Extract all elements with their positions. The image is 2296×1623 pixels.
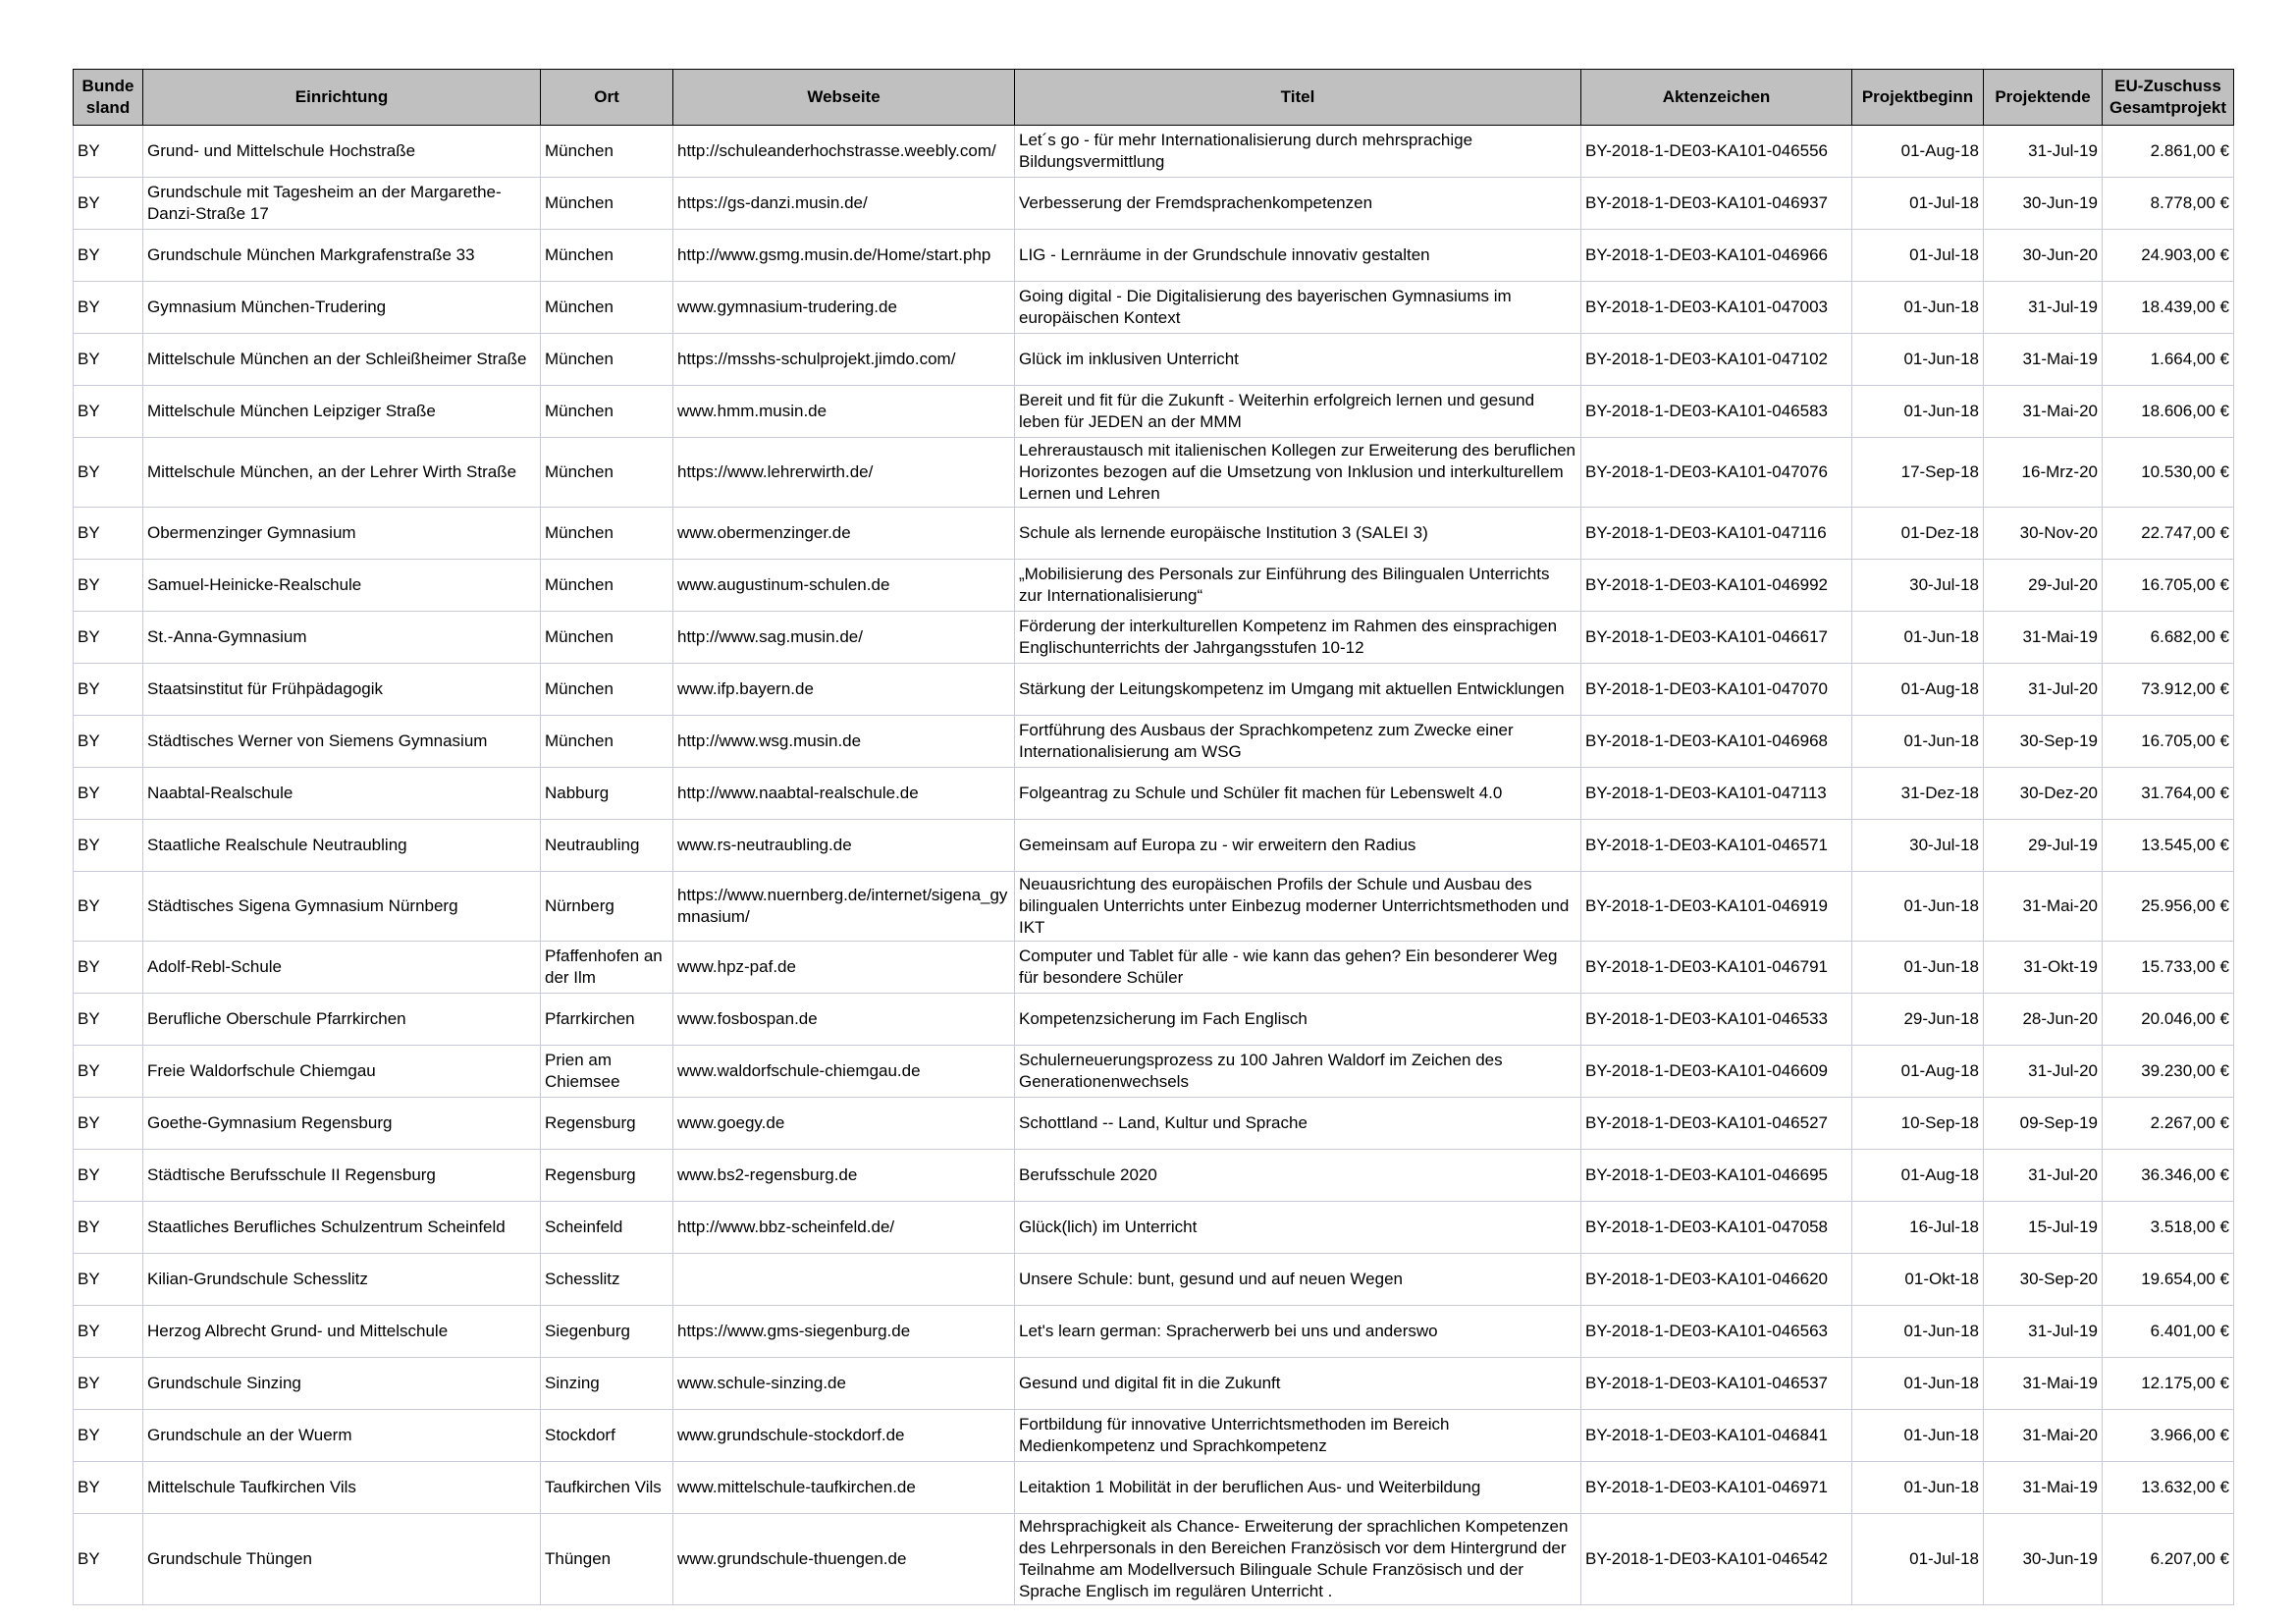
cell-titel: „Mobilisierung des Personals zur Einführung des Bilingualen Unterrichts zur Internationalisierung“ [1015,560,1581,612]
cell-ort: München [541,508,673,560]
cell-projektbeginn: 01-Jun-18 [1852,612,1984,664]
cell-bundesland: BY [74,716,143,768]
cell-aktenzeichen: BY-2018-1-DE03-KA101-046968 [1581,716,1852,768]
table-row [74,282,2234,334]
cell-webseite: http://www.bbz-scheinfeld.de/ [673,1202,1015,1254]
cell-projektbeginn: 01-Jul-18 [1852,1514,1984,1605]
cell-projektbeginn: 01-Aug-18 [1852,664,1984,716]
cell-aktenzeichen: BY-2018-1-DE03-KA101-046971 [1581,1462,1852,1514]
table-row [74,1046,2234,1098]
cell-projektbeginn: 01-Jul-18 [1852,230,1984,282]
cell-aktenzeichen: BY-2018-1-DE03-KA101-046527 [1581,1098,1852,1150]
cell-projektbeginn: 01-Jun-18 [1852,716,1984,768]
table-row [74,1202,2234,1254]
cell-titel: Let´s go - für mehr Internationalisierung durch mehrsprachige Bildungsvermittlung [1015,126,1581,178]
cell-ort: München [541,178,673,230]
cell-titel: Glück(lich) im Unterricht [1015,1202,1581,1254]
cell-ort: München [541,612,673,664]
cell-titel: Going digital - Die Digitalisierung des bayerischen Gymnasiums im europäischen Kontext [1015,282,1581,334]
cell-projektende: 15-Jul-19 [1984,1202,2103,1254]
column-header-bundesland: Bunde sland [74,70,143,126]
cell-projektbeginn: 17-Sep-18 [1852,438,1984,508]
cell-einrichtung: Samuel-Heinicke-Realschule [143,560,541,612]
cell-eu-zuschuss: 22.747,00 € [2103,508,2234,560]
cell-projektende: 30-Sep-19 [1984,716,2103,768]
cell-projektende: 30-Jun-19 [1984,178,2103,230]
cell-ort: Pfaffenhofen an der Ilm [541,942,673,994]
cell-titel: Fortbildung für innovative Unterrichtsmethoden im Bereich Medienkompetenz und Sprachkompetenz [1015,1410,1581,1462]
cell-einrichtung: Gymnasium München-Trudering [143,282,541,334]
cell-aktenzeichen: BY-2018-1-DE03-KA101-047116 [1581,508,1852,560]
cell-einrichtung: Staatliche Realschule Neutraubling [143,820,541,872]
table-row [74,768,2234,820]
cell-bundesland: BY [74,386,143,438]
cell-bundesland: BY [74,1306,143,1358]
cell-projektende: 31-Jul-20 [1984,1046,2103,1098]
cell-ort: München [541,334,673,386]
cell-eu-zuschuss: 25.956,00 € [2103,872,2234,942]
cell-webseite: http://www.gsmg.musin.de/Home/start.php [673,230,1015,282]
table-row [74,178,2234,230]
cell-einrichtung: Berufliche Oberschule Pfarrkirchen [143,994,541,1046]
column-header-projektbeginn: Projektbeginn [1852,70,1984,126]
cell-eu-zuschuss: 36.346,00 € [2103,1150,2234,1202]
cell-webseite: www.goegy.de [673,1098,1015,1150]
cell-projektende: 09-Sep-19 [1984,1098,2103,1150]
cell-projektbeginn: 01-Jun-18 [1852,282,1984,334]
cell-projektende: 30-Jun-19 [1984,1514,2103,1605]
cell-ort: Stockdorf [541,1410,673,1462]
cell-bundesland: BY [74,1046,143,1098]
cell-eu-zuschuss: 16.705,00 € [2103,560,2234,612]
cell-aktenzeichen: BY-2018-1-DE03-KA101-046791 [1581,942,1852,994]
cell-bundesland: BY [74,1202,143,1254]
cell-einrichtung: Mittelschule Taufkirchen Vils [143,1462,541,1514]
cell-ort: Neutraubling [541,820,673,872]
cell-bundesland: BY [74,664,143,716]
column-header-aktenzeichen: Aktenzeichen [1581,70,1852,126]
cell-aktenzeichen: BY-2018-1-DE03-KA101-046620 [1581,1254,1852,1306]
table-row [74,716,2234,768]
cell-ort: Regensburg [541,1098,673,1150]
cell-einrichtung: Grundschule mit Tagesheim an der Margarethe-Danzi-Straße 17 [143,178,541,230]
cell-webseite: http://www.naabtal-realschule.de [673,768,1015,820]
cell-eu-zuschuss: 18.439,00 € [2103,282,2234,334]
cell-titel: Gemeinsam auf Europa zu - wir erweitern den Radius [1015,820,1581,872]
cell-projektbeginn: 10-Sep-18 [1852,1098,1984,1150]
cell-einrichtung: Herzog Albrecht Grund- und Mittelschule [143,1306,541,1358]
cell-aktenzeichen: BY-2018-1-DE03-KA101-046992 [1581,560,1852,612]
cell-projektbeginn: 01-Jun-18 [1852,1358,1984,1410]
cell-titel: Berufsschule 2020 [1015,1150,1581,1202]
table-row [74,612,2234,664]
cell-webseite: http://www.wsg.musin.de [673,716,1015,768]
cell-projektende: 31-Okt-19 [1984,942,2103,994]
cell-projektbeginn: 01-Jun-18 [1852,1410,1984,1462]
cell-bundesland: BY [74,1462,143,1514]
cell-titel: Glück im inklusiven Unterricht [1015,334,1581,386]
cell-einrichtung: St.-Anna-Gymnasium [143,612,541,664]
cell-einrichtung: Goethe-Gymnasium Regensburg [143,1098,541,1150]
cell-projektende: 31-Mai-19 [1984,612,2103,664]
column-header-ort: Ort [541,70,673,126]
cell-projektende: 28-Jun-20 [1984,994,2103,1046]
cell-ort: Thüngen [541,1514,673,1605]
table-row [74,1150,2234,1202]
cell-titel: Kompetenzsicherung im Fach Englisch [1015,994,1581,1046]
cell-eu-zuschuss: 6.682,00 € [2103,612,2234,664]
cell-projektbeginn: 01-Jul-18 [1852,178,1984,230]
cell-ort: Prien am Chiemsee [541,1046,673,1098]
cell-projektbeginn: 16-Jul-18 [1852,1202,1984,1254]
cell-titel: LIG - Lernräume in der Grundschule innovativ gestalten [1015,230,1581,282]
table-row [74,1306,2234,1358]
cell-eu-zuschuss: 12.175,00 € [2103,1358,2234,1410]
table-row [74,820,2234,872]
cell-eu-zuschuss: 10.530,00 € [2103,438,2234,508]
cell-webseite: www.hmm.musin.de [673,386,1015,438]
cell-projektende: 31-Mai-20 [1984,386,2103,438]
cell-einrichtung: Freie Waldorfschule Chiemgau [143,1046,541,1098]
cell-webseite: http://schuleanderhochstrasse.weebly.com/ [673,126,1015,178]
cell-aktenzeichen: BY-2018-1-DE03-KA101-046537 [1581,1358,1852,1410]
cell-ort: Regensburg [541,1150,673,1202]
cell-projektende: 31-Mai-19 [1984,1462,2103,1514]
cell-webseite: https://gs-danzi.musin.de/ [673,178,1015,230]
cell-titel: Schule als lernende europäische Institution 3 (SALEI 3) [1015,508,1581,560]
cell-titel: Förderung der interkulturellen Kompetenz im Rahmen des einsprachigen Englischunterrichts der Jahrgangsstufen 10-12 [1015,612,1581,664]
cell-eu-zuschuss: 24.903,00 € [2103,230,2234,282]
cell-bundesland: BY [74,1098,143,1150]
cell-ort: Nabburg [541,768,673,820]
table-row [74,508,2234,560]
cell-aktenzeichen: BY-2018-1-DE03-KA101-046841 [1581,1410,1852,1462]
cell-webseite: www.ifp.bayern.de [673,664,1015,716]
cell-webseite: www.obermenzinger.de [673,508,1015,560]
cell-einrichtung: Staatsinstitut für Frühpädagogik [143,664,541,716]
table-row [74,994,2234,1046]
cell-einrichtung: Grundschule Thüngen [143,1514,541,1605]
cell-aktenzeichen: BY-2018-1-DE03-KA101-046937 [1581,178,1852,230]
cell-webseite: https://msshs-schulprojekt.jimdo.com/ [673,334,1015,386]
cell-aktenzeichen: BY-2018-1-DE03-KA101-047003 [1581,282,1852,334]
table-row [74,664,2234,716]
cell-bundesland: BY [74,1410,143,1462]
cell-projektbeginn: 30-Jul-18 [1852,560,1984,612]
cell-ort: München [541,560,673,612]
cell-bundesland: BY [74,1254,143,1306]
funding-table-container [73,69,2233,1605]
cell-projektbeginn: 01-Aug-18 [1852,1150,1984,1202]
cell-eu-zuschuss: 1.664,00 € [2103,334,2234,386]
table-header-row [74,70,2234,126]
cell-aktenzeichen: BY-2018-1-DE03-KA101-047058 [1581,1202,1852,1254]
table-row [74,1358,2234,1410]
cell-titel: Folgeantrag zu Schule und Schüler fit machen für Lebenswelt 4.0 [1015,768,1581,820]
cell-ort: Schesslitz [541,1254,673,1306]
cell-projektbeginn: 01-Jun-18 [1852,942,1984,994]
cell-aktenzeichen: BY-2018-1-DE03-KA101-046695 [1581,1150,1852,1202]
cell-einrichtung: Städtisches Werner von Siemens Gymnasium [143,716,541,768]
cell-ort: München [541,126,673,178]
cell-bundesland: BY [74,230,143,282]
cell-titel: Lehreraustausch mit italienischen Kollegen zur Erweiterung des beruflichen Horizontes bezogen auf die Umsetzung von Inklusion und interkulturellem Lernen und Lehren [1015,438,1581,508]
cell-eu-zuschuss: 2.267,00 € [2103,1098,2234,1150]
cell-projektende: 31-Mai-19 [1984,1358,2103,1410]
cell-einrichtung: Grund- und Mittelschule Hochstraße [143,126,541,178]
cell-webseite: www.bs2-regensburg.de [673,1150,1015,1202]
cell-projektbeginn: 01-Aug-18 [1852,1046,1984,1098]
cell-projektende: 31-Jul-19 [1984,126,2103,178]
table-row [74,872,2234,942]
cell-bundesland: BY [74,560,143,612]
table-row [74,230,2234,282]
cell-titel: Unsere Schule: bunt, gesund und auf neuen Wegen [1015,1254,1581,1306]
cell-ort: München [541,716,673,768]
cell-bundesland: BY [74,1358,143,1410]
cell-projektende: 30-Dez-20 [1984,768,2103,820]
cell-eu-zuschuss: 13.545,00 € [2103,820,2234,872]
cell-projektbeginn: 01-Jun-18 [1852,386,1984,438]
cell-bundesland: BY [74,994,143,1046]
cell-eu-zuschuss: 6.401,00 € [2103,1306,2234,1358]
cell-projektende: 31-Mai-19 [1984,334,2103,386]
cell-projektbeginn: 01-Jun-18 [1852,1462,1984,1514]
cell-ort: München [541,386,673,438]
cell-webseite: www.schule-sinzing.de [673,1358,1015,1410]
cell-einrichtung: Städtisches Sigena Gymnasium Nürnberg [143,872,541,942]
table-row [74,1098,2234,1150]
cell-webseite: www.hpz-paf.de [673,942,1015,994]
cell-webseite: www.fosbospan.de [673,994,1015,1046]
cell-titel: Computer und Tablet für alle - wie kann das gehen? Ein besonderer Weg für besondere Schüler [1015,942,1581,994]
cell-projektbeginn: 01-Dez-18 [1852,508,1984,560]
cell-projektende: 31-Jul-19 [1984,282,2103,334]
cell-eu-zuschuss: 39.230,00 € [2103,1046,2234,1098]
cell-webseite: www.rs-neutraubling.de [673,820,1015,872]
cell-bundesland: BY [74,942,143,994]
cell-bundesland: BY [74,1514,143,1605]
cell-projektbeginn: 01-Jun-18 [1852,334,1984,386]
cell-eu-zuschuss: 73.912,00 € [2103,664,2234,716]
cell-projektende: 31-Jul-19 [1984,1306,2103,1358]
funding-table [73,69,2234,1605]
cell-titel: Schulerneuerungsprozess zu 100 Jahren Waldorf im Zeichen des Generationenwechsels [1015,1046,1581,1098]
cell-bundesland: BY [74,178,143,230]
cell-webseite: www.grundschule-thuengen.de [673,1514,1015,1605]
cell-bundesland: BY [74,768,143,820]
cell-einrichtung: Mittelschule München an der Schleißheimer Straße [143,334,541,386]
column-header-projektende: Projektende [1984,70,2103,126]
cell-webseite: www.augustinum-schulen.de [673,560,1015,612]
cell-aktenzeichen: BY-2018-1-DE03-KA101-046533 [1581,994,1852,1046]
cell-ort: Scheinfeld [541,1202,673,1254]
cell-einrichtung: Adolf-Rebl-Schule [143,942,541,994]
cell-titel: Gesund und digital fit in die Zukunft [1015,1358,1581,1410]
cell-projektbeginn: 01-Jun-18 [1852,1306,1984,1358]
column-header-titel: Titel [1015,70,1581,126]
cell-aktenzeichen: BY-2018-1-DE03-KA101-046556 [1581,126,1852,178]
cell-eu-zuschuss: 19.654,00 € [2103,1254,2234,1306]
cell-bundesland: BY [74,126,143,178]
cell-aktenzeichen: BY-2018-1-DE03-KA101-047102 [1581,334,1852,386]
cell-einrichtung: Mittelschule München, an der Lehrer Wirth Straße [143,438,541,508]
cell-aktenzeichen: BY-2018-1-DE03-KA101-046571 [1581,820,1852,872]
cell-aktenzeichen: BY-2018-1-DE03-KA101-046563 [1581,1306,1852,1358]
cell-titel: Bereit und fit für die Zukunft - Weiterhin erfolgreich lernen und gesund leben für JEDEN an der MMM [1015,386,1581,438]
cell-eu-zuschuss: 18.606,00 € [2103,386,2234,438]
cell-projektende: 29-Jul-20 [1984,560,2103,612]
cell-eu-zuschuss: 2.861,00 € [2103,126,2234,178]
cell-bundesland: BY [74,438,143,508]
cell-ort: Sinzing [541,1358,673,1410]
cell-einrichtung: Städtische Berufsschule II Regensburg [143,1150,541,1202]
cell-eu-zuschuss: 6.207,00 € [2103,1514,2234,1605]
cell-aktenzeichen: BY-2018-1-DE03-KA101-046583 [1581,386,1852,438]
cell-webseite [673,1254,1015,1306]
table-row [74,438,2234,508]
cell-projektbeginn: 01-Jun-18 [1852,872,1984,942]
cell-projektende: 16-Mrz-20 [1984,438,2103,508]
cell-eu-zuschuss: 16.705,00 € [2103,716,2234,768]
cell-projektende: 31-Jul-20 [1984,664,2103,716]
cell-titel: Stärkung der Leitungskompetenz im Umgang mit aktuellen Entwicklungen [1015,664,1581,716]
cell-bundesland: BY [74,1150,143,1202]
cell-eu-zuschuss: 8.778,00 € [2103,178,2234,230]
cell-ort: München [541,664,673,716]
cell-ort: München [541,282,673,334]
cell-webseite: https://www.gms-siegenburg.de [673,1306,1015,1358]
cell-titel: Fortführung des Ausbaus der Sprachkompetenz zum Zwecke einer Internationalisierung am WSG [1015,716,1581,768]
cell-ort: Nürnberg [541,872,673,942]
cell-eu-zuschuss: 3.518,00 € [2103,1202,2234,1254]
cell-eu-zuschuss: 31.764,00 € [2103,768,2234,820]
cell-aktenzeichen: BY-2018-1-DE03-KA101-046617 [1581,612,1852,664]
table-row [74,386,2234,438]
cell-einrichtung: Mittelschule München Leipziger Straße [143,386,541,438]
cell-bundesland: BY [74,872,143,942]
cell-eu-zuschuss: 20.046,00 € [2103,994,2234,1046]
cell-projektende: 30-Sep-20 [1984,1254,2103,1306]
cell-webseite: www.waldorfschule-chiemgau.de [673,1046,1015,1098]
cell-titel: Let's learn german: Spracherwerb bei uns und anderswo [1015,1306,1581,1358]
cell-einrichtung: Staatliches Berufliches Schulzentrum Scheinfeld [143,1202,541,1254]
cell-aktenzeichen: BY-2018-1-DE03-KA101-046542 [1581,1514,1852,1605]
cell-eu-zuschuss: 3.966,00 € [2103,1410,2234,1462]
cell-webseite: www.mittelschule-taufkirchen.de [673,1462,1015,1514]
cell-projektende: 31-Mai-20 [1984,872,2103,942]
cell-projektbeginn: 30-Jul-18 [1852,820,1984,872]
column-header-einrichtung: Einrichtung [143,70,541,126]
cell-einrichtung: Grundschule Sinzing [143,1358,541,1410]
cell-ort: Siegenburg [541,1306,673,1358]
cell-projektbeginn: 31-Dez-18 [1852,768,1984,820]
cell-bundesland: BY [74,820,143,872]
table-row [74,942,2234,994]
cell-einrichtung: Naabtal-Realschule [143,768,541,820]
cell-titel: Verbesserung der Fremdsprachenkompetenzen [1015,178,1581,230]
table-body [74,126,2234,1605]
cell-projektende: 29-Jul-19 [1984,820,2103,872]
cell-webseite: www.grundschule-stockdorf.de [673,1410,1015,1462]
cell-einrichtung: Kilian-Grundschule Schesslitz [143,1254,541,1306]
cell-webseite: https://www.nuernberg.de/internet/sigena_gymnasium/ [673,872,1015,942]
cell-titel: Leitaktion 1 Mobilität in der beruflichen Aus- und Weiterbildung [1015,1462,1581,1514]
cell-projektbeginn: 01-Aug-18 [1852,126,1984,178]
cell-eu-zuschuss: 15.733,00 € [2103,942,2234,994]
cell-ort: Pfarrkirchen [541,994,673,1046]
cell-einrichtung: Obermenzinger Gymnasium [143,508,541,560]
cell-ort: München [541,230,673,282]
cell-aktenzeichen: BY-2018-1-DE03-KA101-047076 [1581,438,1852,508]
cell-ort: München [541,438,673,508]
column-header-eu-zuschuss: EU-Zuschuss Gesamtprojekt [2103,70,2234,126]
cell-aktenzeichen: BY-2018-1-DE03-KA101-046609 [1581,1046,1852,1098]
cell-aktenzeichen: BY-2018-1-DE03-KA101-046919 [1581,872,1852,942]
cell-webseite: www.gymnasium-trudering.de [673,282,1015,334]
cell-einrichtung: Grundschule an der Wuerm [143,1410,541,1462]
cell-projektende: 31-Mai-20 [1984,1410,2103,1462]
cell-aktenzeichen: BY-2018-1-DE03-KA101-047113 [1581,768,1852,820]
column-header-webseite: Webseite [673,70,1015,126]
cell-einrichtung: Grundschule München Markgrafenstraße 33 [143,230,541,282]
cell-projektbeginn: 29-Jun-18 [1852,994,1984,1046]
table-row [74,1514,2234,1605]
cell-projektende: 31-Jul-20 [1984,1150,2103,1202]
cell-projektbeginn: 01-Okt-18 [1852,1254,1984,1306]
cell-aktenzeichen: BY-2018-1-DE03-KA101-046966 [1581,230,1852,282]
table-row [74,126,2234,178]
cell-ort: Taufkirchen Vils [541,1462,673,1514]
cell-webseite: https://www.lehrerwirth.de/ [673,438,1015,508]
table-row [74,334,2234,386]
table-row [74,1410,2234,1462]
cell-eu-zuschuss: 13.632,00 € [2103,1462,2234,1514]
table-row [74,1254,2234,1306]
cell-bundesland: BY [74,508,143,560]
cell-aktenzeichen: BY-2018-1-DE03-KA101-047070 [1581,664,1852,716]
cell-titel: Neuausrichtung des europäischen Profils der Schule und Ausbau des bilingualen Unterrichts unter Einbezug moderner Unterrichtsmethoden und IKT [1015,872,1581,942]
cell-projektende: 30-Nov-20 [1984,508,2103,560]
cell-webseite: http://www.sag.musin.de/ [673,612,1015,664]
cell-bundesland: BY [74,612,143,664]
table-row [74,560,2234,612]
cell-bundesland: BY [74,282,143,334]
cell-bundesland: BY [74,334,143,386]
table-row [74,1462,2234,1514]
cell-titel: Mehrsprachigkeit als Chance- Erweiterung der sprachlichen Kompetenzen des Lehrpersonals in den Bereichen Französisch vor dem Hintergrund der Teilnahme am Modellversuch Bilinguale Schule Französisch und der Sprache Englisch im regulären Unterricht . [1015,1514,1581,1605]
cell-titel: Schottland -- Land, Kultur und Sprache [1015,1098,1581,1150]
cell-projektende: 30-Jun-20 [1984,230,2103,282]
